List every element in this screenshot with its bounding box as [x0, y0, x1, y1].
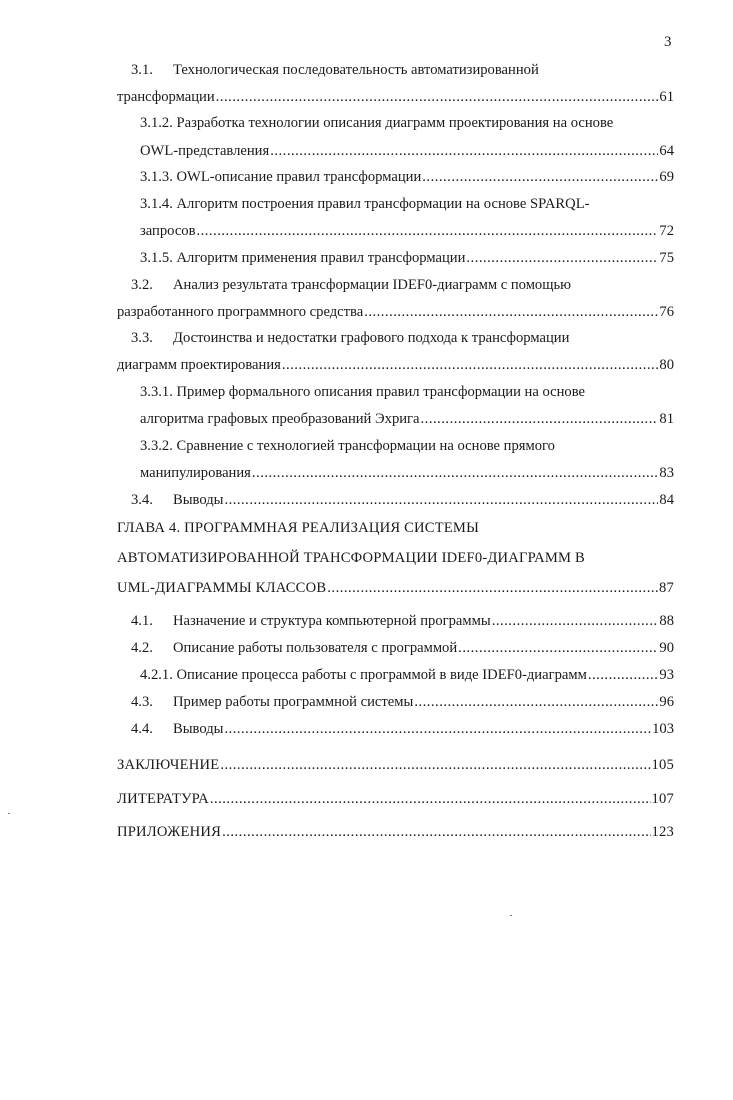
toc-entry-number: 4.3.	[131, 694, 153, 710]
toc-page-number: 90	[659, 640, 674, 656]
leader-dots	[458, 639, 658, 657]
toc-entry-3-3-2-title	[140, 437, 555, 455]
leader-dots	[414, 693, 658, 711]
toc-entry-3-1-title	[131, 61, 539, 79]
toc-entry-3-1-2-title	[140, 114, 613, 132]
toc-entry-title: Выводы	[173, 492, 224, 508]
toc-entry-title: ЗАКЛЮЧЕНИЕ	[117, 757, 220, 773]
toc-entry-4-4[interactable]	[131, 720, 674, 738]
toc-entry-title: Описание работы пользователя с программой	[173, 640, 458, 656]
toc-entry-3-1-4-title	[140, 195, 589, 213]
toc-entry-3-3-title	[131, 329, 569, 347]
leader-dots	[492, 612, 659, 630]
toc-entry-chapter-4[interactable]	[117, 579, 674, 597]
toc-entry-number: 3.3.2.	[140, 438, 173, 454]
toc-entry-title-cont: трансформации	[117, 89, 215, 105]
toc-entry-title-cont: запросов	[140, 223, 196, 239]
leader-dots	[364, 303, 658, 321]
toc-entry-title: Назначение и структура компьютерной программы	[173, 613, 491, 629]
toc-entry-appendices[interactable]	[117, 823, 674, 841]
toc-entry-number: 4.1.	[131, 613, 153, 629]
toc-entry-title: Пример работы программной системы	[173, 694, 414, 710]
toc-entry-title: Достоинства и недостатки графового подхода к трансформации	[173, 330, 570, 346]
toc-page-number: 105	[651, 757, 674, 773]
toc-entry-number: 4.2.	[131, 640, 153, 656]
toc-entry-conclusion[interactable]	[117, 756, 674, 774]
toc-entry-title: Пример формального описания правил трансформации на основе	[176, 384, 586, 400]
toc-entry-number: 3.1.	[131, 62, 153, 78]
toc-page-number: 103	[652, 721, 674, 737]
toc-entry-number: 3.3.1.	[140, 384, 173, 400]
toc-entry-4-3[interactable]	[131, 693, 674, 711]
toc-chapter-4-title-line1: ГЛАВА 4. ПРОГРАММНАЯ РЕАЛИЗАЦИЯ СИСТЕМЫ	[117, 520, 480, 536]
toc-page-number: 72	[659, 223, 674, 239]
toc-entry-title-cont: UML-ДИАГРАММЫ КЛАССОВ	[117, 580, 327, 596]
toc-page-number: 88	[659, 613, 674, 629]
toc-entry-number: 3.1.2.	[140, 115, 173, 131]
toc-entry-number: 3.4.	[131, 492, 153, 508]
toc-entry-3-3-2[interactable]	[140, 464, 674, 482]
leader-dots	[282, 356, 659, 374]
toc-entry-number: 3.1.5.	[140, 250, 173, 266]
toc-page-number: 84	[659, 492, 674, 508]
leader-dots	[422, 168, 658, 186]
toc-entry-number: 4.2.1.	[140, 667, 173, 683]
toc-entry-3-1-5[interactable]	[140, 249, 674, 267]
toc-chapter-4-title-line2: АВТОМАТИЗИРОВАННОЙ ТРАНСФОРМАЦИИ IDEF0-ДИАГРАММ В	[117, 550, 585, 566]
toc-entry-3-2-title	[131, 276, 571, 294]
toc-page-number: 80	[659, 357, 674, 373]
toc-entry-4-2-1[interactable]	[140, 666, 674, 684]
toc-page-number: 64	[659, 143, 674, 159]
toc-entry-title: Описание процесса работы с программой в виде IDEF0-диаграмм	[176, 667, 587, 683]
toc-entry-title: Алгоритм построения правил трансформации на основе SPARQL-	[176, 196, 590, 212]
toc-page-number: 96	[659, 694, 674, 710]
toc-entry-title-cont: диаграмм проектирования	[117, 357, 281, 373]
toc-entry-literature[interactable]	[117, 790, 674, 808]
toc-page-number: 61	[659, 89, 674, 105]
toc-entry-title: ЛИТЕРАТУРА	[117, 791, 209, 807]
toc-entry-4-2[interactable]	[131, 639, 674, 657]
toc-page-number: 123	[651, 824, 674, 840]
toc-entry-3-2[interactable]	[117, 303, 674, 321]
toc-entry-title: Анализ результата трансформации IDEF0-диаграмм с помощью	[173, 277, 572, 293]
toc-page-number: 69	[659, 169, 674, 185]
toc-entry-3-1-2[interactable]	[140, 142, 674, 160]
toc-entry-title: Алгоритм применения правил трансформации	[176, 250, 466, 266]
toc-entry-title: Технологическая последовательность автоматизированной	[173, 62, 539, 78]
toc-entry-number: 3.1.3.	[140, 169, 173, 185]
toc-entry-number: 4.4.	[131, 721, 153, 737]
toc-page-number: 83	[659, 465, 674, 481]
leader-dots	[588, 666, 659, 684]
scan-speck	[8, 813, 10, 814]
toc-entry-3-1[interactable]	[117, 88, 674, 106]
toc-page-number: 87	[659, 580, 674, 596]
toc-page-number: 81	[659, 411, 674, 427]
toc-entry-title: Разработка технологии описания диаграмм проектирования на основе	[176, 115, 614, 131]
leader-dots	[466, 249, 658, 267]
toc-entry-title: OWL-описание правил трансформации	[176, 169, 422, 185]
toc-entry-number: 3.2.	[131, 277, 153, 293]
leader-dots	[224, 491, 658, 509]
toc-entry-3-3-1[interactable]	[140, 410, 674, 428]
leader-dots	[224, 720, 651, 738]
toc-entry-3-3-1-title	[140, 383, 585, 401]
toc-page-number: 75	[659, 250, 674, 266]
toc-page-number: 93	[659, 667, 674, 683]
leader-dots	[270, 142, 658, 160]
toc-page-number: 107	[651, 791, 674, 807]
leader-dots	[327, 579, 658, 597]
scan-speck	[510, 915, 512, 916]
toc-entry-title-cont: алгоритма графовых преобразований Эхрига	[140, 411, 420, 427]
toc-entry-number: 3.3.	[131, 330, 153, 346]
leader-dots	[216, 88, 659, 106]
toc-entry-3-1-3[interactable]	[140, 168, 674, 186]
toc-entry-title: ПРИЛОЖЕНИЯ	[117, 824, 222, 840]
leader-dots	[222, 823, 650, 841]
toc-entry-number: 3.1.4.	[140, 196, 173, 212]
toc-entry-4-1[interactable]	[131, 612, 674, 630]
leader-dots	[252, 464, 659, 482]
toc-entry-title: Сравнение с технологией трансформации на основе прямого	[176, 438, 555, 454]
toc-entry-3-4[interactable]	[131, 491, 674, 509]
toc-entry-3-3[interactable]	[117, 356, 674, 374]
leader-dots	[421, 410, 659, 428]
toc-page-number: 76	[659, 304, 674, 320]
toc-entry-3-1-4[interactable]	[140, 222, 674, 240]
toc-entry-title-cont: разработанного программного средства	[117, 304, 364, 320]
leader-dots	[210, 790, 651, 808]
leader-dots	[220, 756, 650, 774]
toc-entry-title-cont: манипулирования	[140, 465, 251, 481]
toc-entry-title-cont: OWL-представления	[140, 143, 270, 159]
toc-entry-title: Выводы	[173, 721, 224, 737]
leader-dots	[196, 222, 658, 240]
page-number: 3	[664, 34, 672, 50]
